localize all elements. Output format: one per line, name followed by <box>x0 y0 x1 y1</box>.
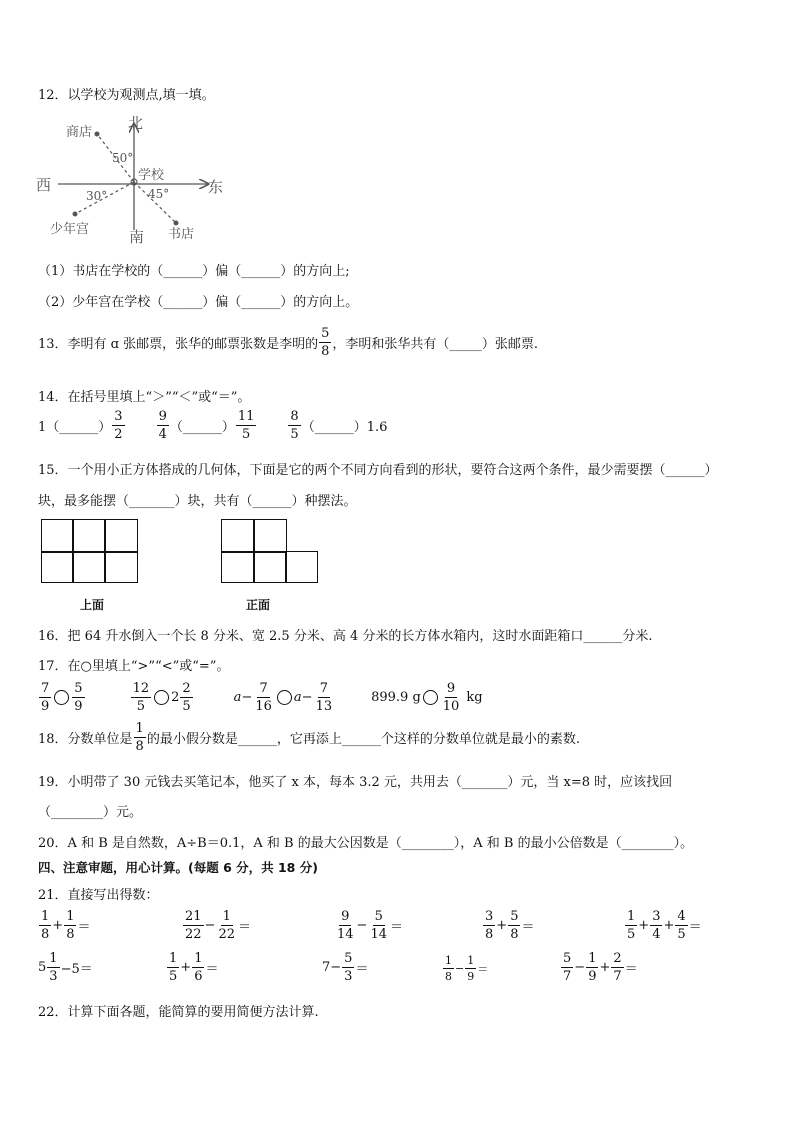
q13-post: ，李明和张华共有（_____）张邮票. <box>332 337 539 352</box>
west-label: 西 <box>36 176 52 194</box>
q21-expr-9: 1 8 − $\frac{1}{9}$ ＝ <box>445 954 489 983</box>
q15-line2: 块，最多能摆（_______）块，共有（______）种摆法。 <box>38 494 357 509</box>
q21-expr-3: 9 14 − $\frac{5}{14}$ ＝ <box>337 909 404 942</box>
q21-title: 21．直接写出得数： <box>38 888 159 903</box>
compare-circle-2[interactable] <box>154 690 169 705</box>
south-label: 南 <box>129 228 145 245</box>
angle-50: 50° <box>112 151 134 165</box>
bookstore-label: 书店 <box>168 227 195 242</box>
q14-row: 1（______） 3 2 9 4 （______） 11 5 8 5 （______）1.6 <box>38 409 388 442</box>
q21-expr-7: 1 5 + $\frac{1}{6}$ ＝ <box>169 951 219 984</box>
q18: 18．分数单位是 1 8 的最小假分数是______，它再添上______个这样的分数单位就是最小的素数. <box>38 721 580 754</box>
palace-dot <box>73 212 78 217</box>
q13 <box>38 327 538 358</box>
front-view-caption: 正面 <box>246 598 271 612</box>
bookstore-dot <box>174 221 179 226</box>
q19-line1: 19．小明带了 30 元钱去买笔记本，他买了 x 本，每本 3.2 元，共用去（_______）元，当 x=8 时，应该找回 <box>38 775 673 790</box>
q13-pre: 13．李明有 ɑ 张邮票，张华的邮票张数是李明的 <box>38 337 319 352</box>
shop-dot <box>95 132 100 137</box>
school-label: 学校 <box>138 168 165 183</box>
top-view-caption: 上面 <box>80 598 105 612</box>
q16: 16．把 64 升水倒入一个长 8 分米、宽 2.5 分米、高 4 分米的长方体水箱内，这时水面距箱口______分米. <box>38 629 653 644</box>
q14-title: 14．在括号里填上“＞”“＜”或“＝”。 <box>38 390 251 405</box>
q21-expr-6: 5 1 3 −5＝ <box>38 951 93 984</box>
q15-line1: 15．一个用小正方体搭成的几何体，下面是它的两个不同方向看到的形状，要符合这两个条件，最少需要摆（______） <box>38 463 718 478</box>
q13-fraction: 5 8 <box>321 326 330 359</box>
compass-diagram <box>30 110 230 245</box>
angle-30: 30° <box>86 189 108 203</box>
q17-row: 7 9 5 9 12 5 2 2 5 a − $\frac{7}{16}$ a − $\frac{7}{13}$ 899.9 g 9 10 kg <box>41 681 483 714</box>
shop-label: 商店 <box>66 125 93 140</box>
q21-expr-8: 7− $\frac{5}{3}$ ＝ <box>322 951 369 984</box>
q20: 20．A 和 B 是自然数，A÷B＝0.1，A 和 B 的最大公因数是（________），A 和 B 的最小公倍数是（________）。 <box>38 836 694 851</box>
east-label: 东 <box>208 178 224 196</box>
q21-expr-4: 3 8 + $\frac{5}{8}$ ＝ <box>485 909 535 942</box>
north-label: 北 <box>128 114 144 132</box>
q21-expr-1: 1 8 + $\frac{1}{8}$ ＝ <box>41 909 91 942</box>
q19-line2: （________）元。 <box>38 805 143 820</box>
q22: 22．计算下面各题，能简算的要用简便方法计算. <box>38 1005 319 1020</box>
q21-expr-5: 1 5 + $\frac{3}{4}$ + $\frac{4}{5}$ ＝ <box>627 909 702 942</box>
compare-circle-1[interactable] <box>54 690 69 705</box>
q21-expr-10: 5 7 − $\frac{1}{9}$ + $\frac{2}{7}$ ＝ <box>563 951 638 984</box>
q12-line2: （2）少年宫在学校（______）偏（______）的方向上。 <box>38 295 359 310</box>
q12-line1: （1）书店在学校的（______）偏（______）的方向上; <box>38 264 350 279</box>
section4-heading: 四、注意审题，用心计算。(每题 6 分，共 18 分) <box>38 860 318 875</box>
compare-circle-3[interactable] <box>277 690 292 705</box>
q21-expr-2: 21 22 − $\frac{1}{22}$ ＝ <box>185 909 252 942</box>
compare-circle-4[interactable] <box>423 690 438 705</box>
q12-title: 12．以学校为观测点,填一填。 <box>38 88 215 103</box>
angle-45: 45° <box>148 187 170 201</box>
palace-label: 少年宫 <box>50 222 90 237</box>
q17-title: 17．在○里填上“>”“<”或“=”。 <box>38 659 230 674</box>
